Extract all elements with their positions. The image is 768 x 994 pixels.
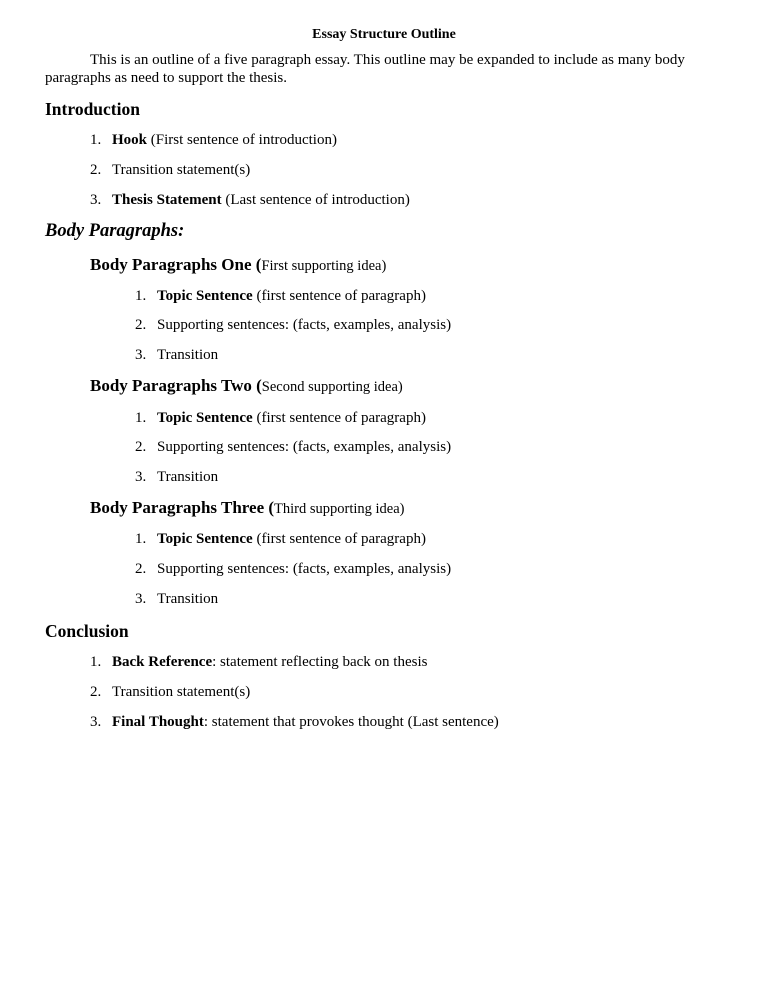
list-number: 3. — [135, 347, 147, 363]
subheading-title: Body Paragraphs One ( — [90, 255, 262, 274]
list-number: 2. — [90, 162, 102, 178]
list-item-text: Supporting sentences: (facts, examples, analysis) — [157, 439, 452, 455]
list-item — [90, 683, 250, 701]
list-item-bold: Topic Sentence — [157, 410, 253, 426]
list-number: 1. — [135, 288, 147, 304]
subheading-note: Third supporting idea) — [274, 501, 405, 517]
conclusion-heading: Conclusion — [45, 621, 129, 641]
list-number: 2. — [90, 684, 102, 700]
subheading-note: Second supporting idea) — [261, 379, 403, 395]
list-number: 2. — [135, 317, 147, 333]
list-item-bold: Topic Sentence — [157, 288, 253, 304]
list-item — [90, 653, 427, 671]
list-item-text: (first sentence of paragraph) — [252, 288, 426, 304]
list-number: 1. — [90, 654, 102, 670]
list-item-text: : statement that provokes thought (Last sentence) — [203, 714, 499, 730]
list-item-text: (first sentence of paragraph) — [252, 531, 426, 547]
list-number: 3. — [135, 469, 147, 485]
list-item-text: Transition — [157, 469, 219, 485]
list-item — [135, 590, 218, 608]
list-number: 3. — [135, 591, 147, 607]
list-item — [135, 438, 451, 456]
list-number: 1. — [90, 132, 102, 148]
list-item-text: (first sentence of paragraph) — [252, 410, 426, 426]
intro-paragraph: This is an outline of a five paragraph essay. This outline may be expanded to include as many body paragraphs as need to support the thesis. — [45, 52, 685, 86]
subheading-title: Body Paragraphs Two ( — [90, 376, 262, 395]
list-item-text: Transition statement(s) — [112, 684, 251, 700]
introduction-heading: Introduction — [45, 99, 140, 119]
list-number: 2. — [135, 561, 147, 577]
list-item — [90, 191, 410, 209]
list-item — [135, 530, 426, 548]
page-title: Essay Structure Outline — [312, 27, 456, 42]
list-item-text: (Last sentence of introduction) — [221, 192, 410, 208]
list-item-bold: Back Reference — [112, 654, 213, 670]
subheading-title: Body Paragraphs Three ( — [90, 498, 275, 517]
list-item — [90, 161, 250, 179]
list-item — [135, 468, 218, 486]
list-item — [135, 287, 426, 305]
body-paragraph-two-heading — [90, 375, 403, 398]
list-number: 3. — [90, 714, 102, 730]
list-item — [135, 346, 218, 364]
list-item-text: (First sentence of introduction) — [147, 132, 337, 148]
list-number: 3. — [90, 192, 102, 208]
subheading-note: First supporting idea) — [261, 258, 387, 274]
list-item — [90, 713, 499, 731]
body-paragraph-three-heading — [90, 497, 405, 520]
list-number: 1. — [135, 410, 147, 426]
list-item-bold: Hook — [112, 132, 148, 148]
list-item-text: Transition — [157, 591, 219, 607]
list-item-text: Supporting sentences: (facts, examples, analysis) — [157, 561, 452, 577]
list-item-text: Transition — [157, 347, 219, 363]
body-paragraphs-heading: Body Paragraphs: — [45, 221, 185, 241]
list-item — [135, 316, 451, 334]
list-item-bold: Topic Sentence — [157, 531, 253, 547]
list-item-bold: Final Thought — [112, 714, 204, 730]
list-item-text: Supporting sentences: (facts, examples, analysis) — [157, 317, 452, 333]
list-item-bold: Thesis Statement — [112, 192, 222, 208]
list-item-text: Transition statement(s) — [112, 162, 251, 178]
list-item — [135, 560, 451, 578]
list-item-text: : statement reflecting back on thesis — [212, 654, 428, 670]
list-number: 2. — [135, 439, 147, 455]
list-item — [90, 131, 337, 149]
list-number: 1. — [135, 531, 147, 547]
body-paragraph-one-heading — [90, 254, 386, 277]
list-item — [135, 409, 426, 427]
